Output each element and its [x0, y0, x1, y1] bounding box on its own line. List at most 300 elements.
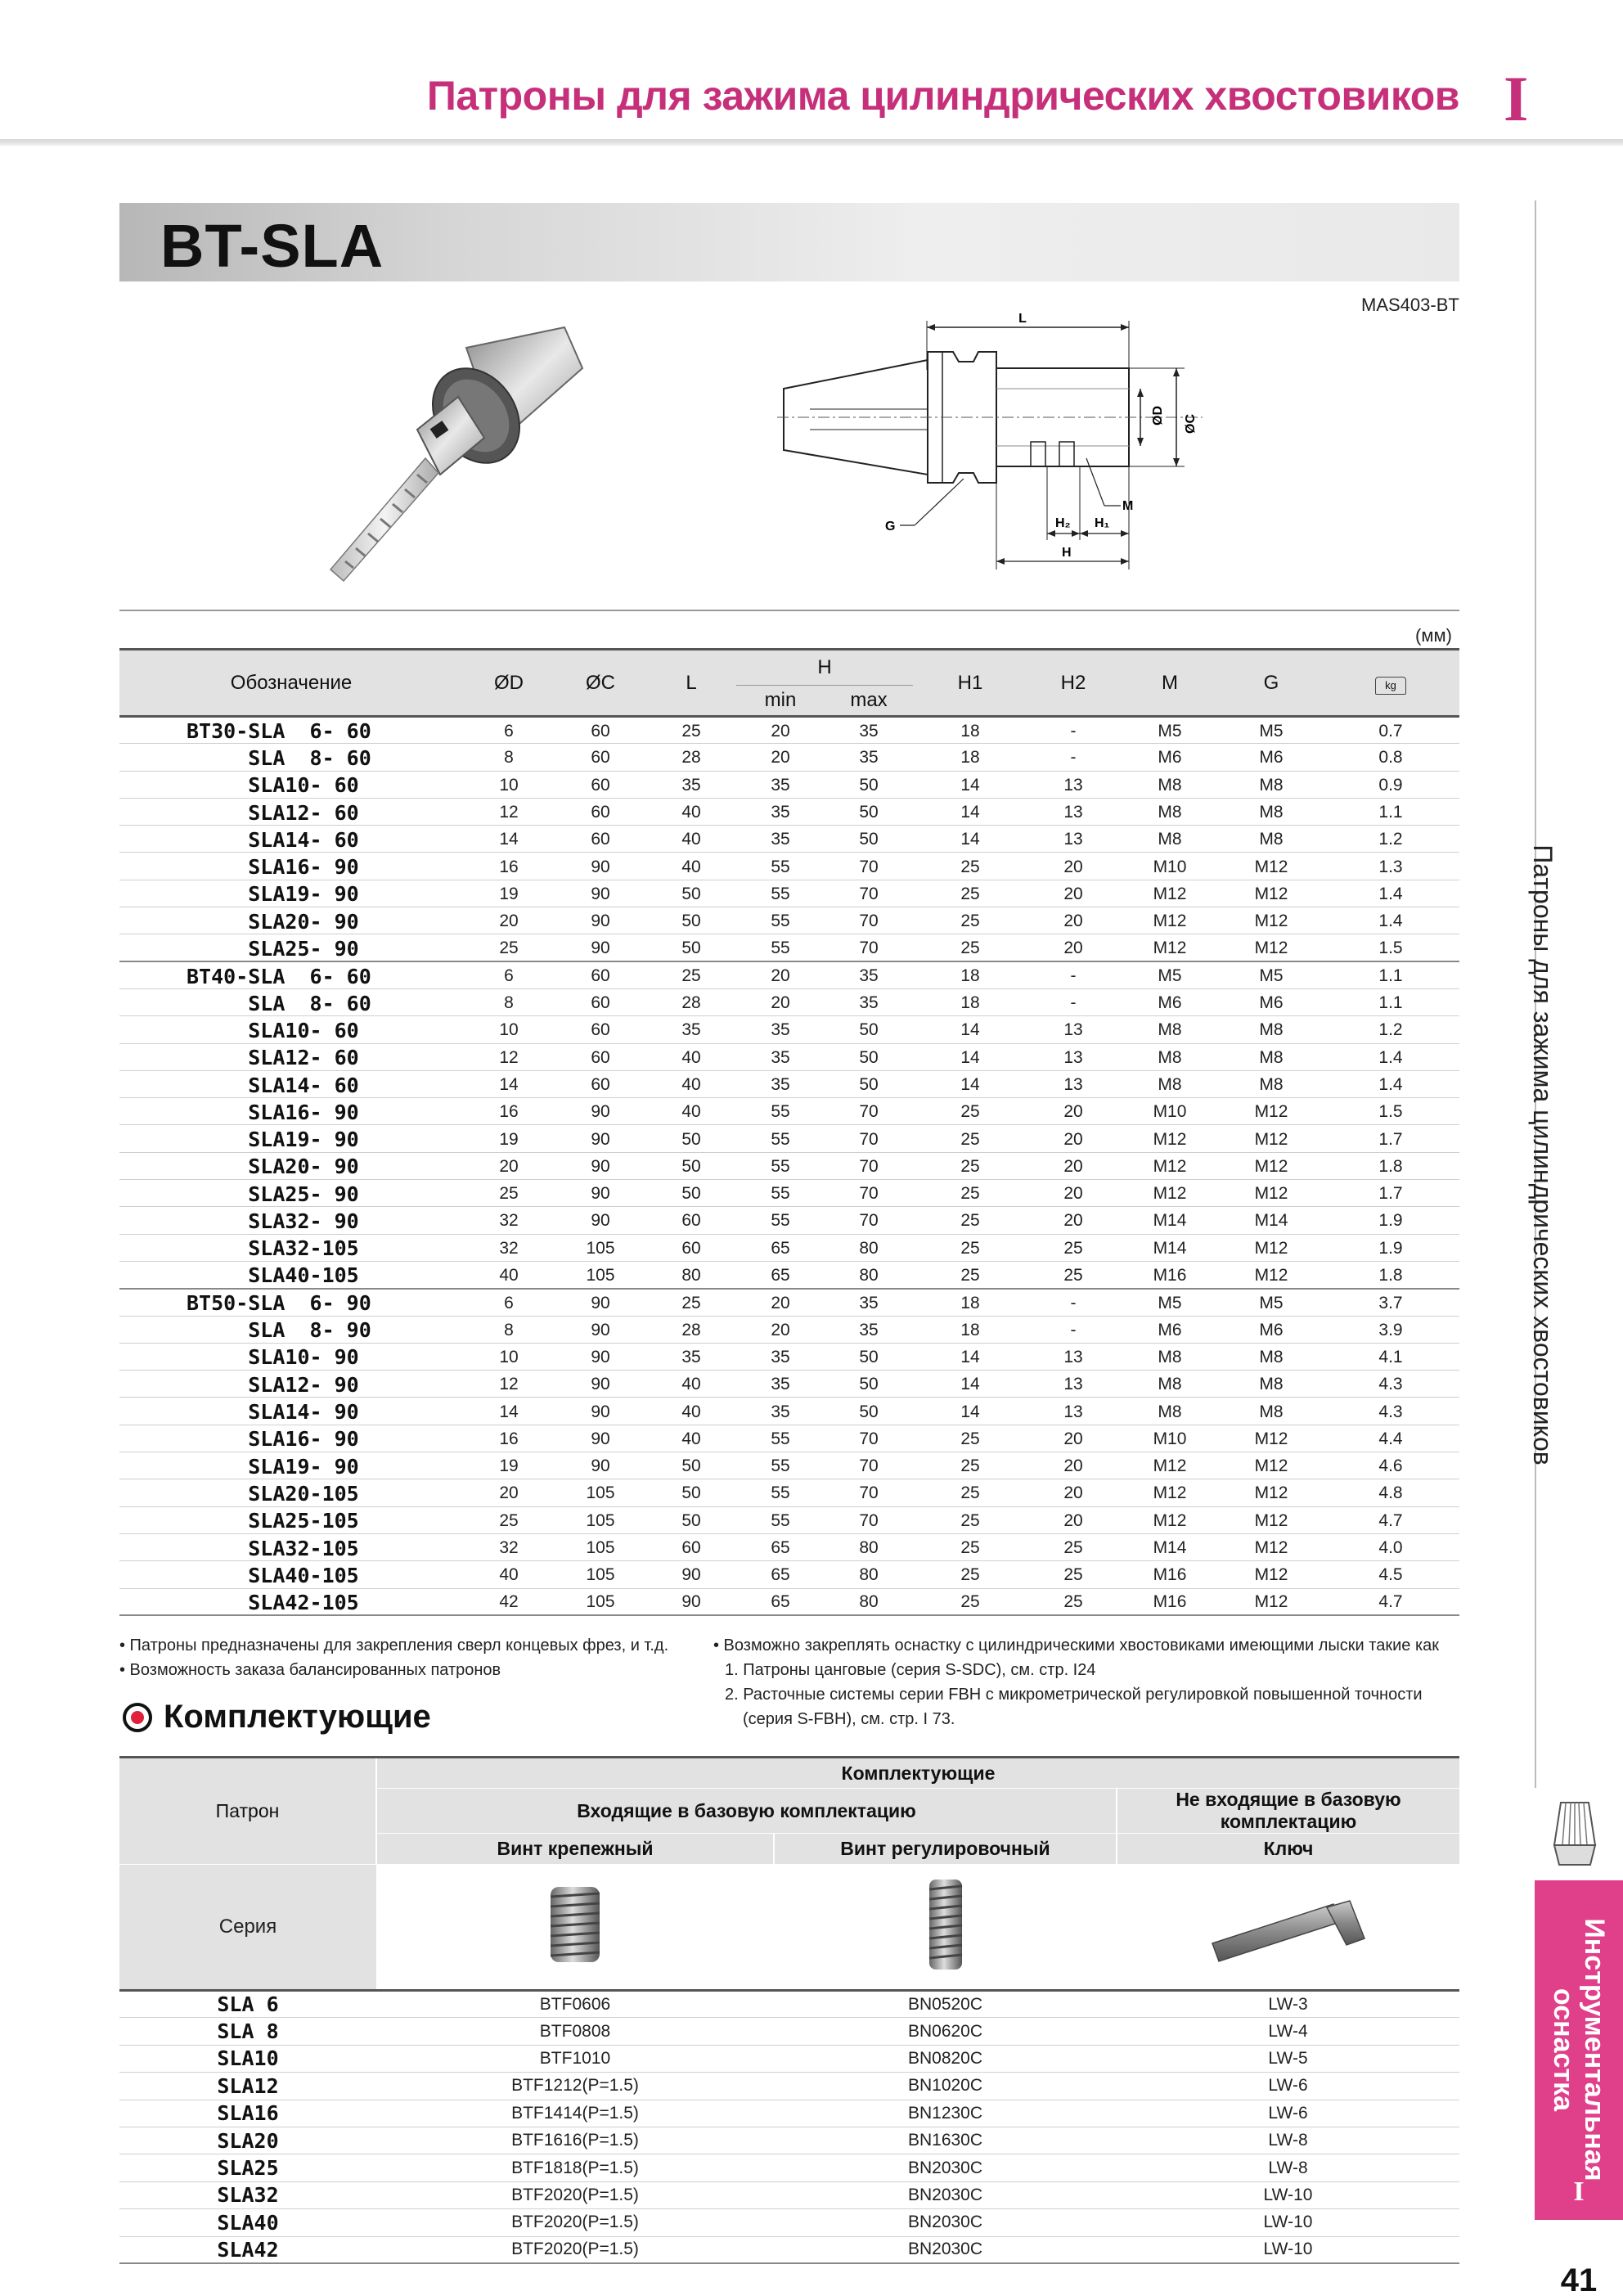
- table-row: [119, 1125, 1459, 1152]
- cell-fix-screw: BTF1818(P=1.5): [376, 2154, 774, 2181]
- cell-h2: 25: [1027, 1234, 1119, 1261]
- cell-code: SLA20-105: [119, 1479, 463, 1506]
- cell-fix-screw: BTF2020(P=1.5): [376, 2181, 774, 2208]
- cell-g: M12: [1221, 1452, 1322, 1479]
- cell-l: 40: [646, 798, 736, 825]
- table-row: [119, 1234, 1459, 1261]
- cell-series: SLA25: [119, 2154, 376, 2181]
- cell-weight: 1.8: [1322, 1152, 1459, 1179]
- cell-m: M12: [1119, 1180, 1221, 1207]
- cell-h1: 25: [913, 1207, 1027, 1234]
- page-number: 41: [1560, 2262, 1598, 2296]
- cell-g: M12: [1221, 1588, 1322, 1615]
- cell-weight: 4.3: [1322, 1398, 1459, 1425]
- cell-d: 19: [463, 1125, 555, 1152]
- cell-series: SLA 6: [119, 1991, 376, 2018]
- cell-adjust-screw: BN2030C: [774, 2236, 1117, 2263]
- cell-h-max: 70: [825, 1152, 913, 1179]
- cell-code: SLA14- 90: [119, 1398, 463, 1425]
- cell-l: 50: [646, 1152, 736, 1179]
- cell-h1: 18: [913, 717, 1027, 744]
- col-h-min: min: [736, 686, 825, 717]
- col-h2: H2: [1027, 650, 1119, 717]
- cell-h-min: 35: [736, 1043, 825, 1070]
- cell-g: M12: [1221, 1125, 1322, 1152]
- cell-h-max: 50: [825, 1070, 913, 1097]
- cell-c: 60: [555, 826, 646, 853]
- table-row: [119, 1398, 1459, 1425]
- cell-h1: 25: [913, 1533, 1027, 1560]
- cell-g: M12: [1221, 1561, 1322, 1588]
- cell-h-max: 35: [825, 961, 913, 988]
- cell-m: M8: [1119, 1070, 1221, 1097]
- cell-h2: 13: [1027, 1043, 1119, 1070]
- cell-d: 8: [463, 744, 555, 771]
- cell-l: 25: [646, 717, 736, 744]
- note-item: • Возможно закреплять оснастку с цилиндрическими хвостовиками имеющими лыски такие как: [713, 1636, 1440, 1654]
- cell-h2: -: [1027, 1289, 1119, 1316]
- cell-m: M10: [1119, 853, 1221, 880]
- spec-table: [119, 648, 1459, 1616]
- cell-c: 60: [555, 771, 646, 798]
- cell-l: 35: [646, 1343, 736, 1370]
- cell-l: 40: [646, 1043, 736, 1070]
- cell-key: LW-6: [1117, 2100, 1459, 2127]
- table-row: [119, 2181, 1459, 2208]
- table-row: [119, 1991, 1459, 2018]
- cell-h2: 20: [1027, 1125, 1119, 1152]
- cell-h2: 13: [1027, 1070, 1119, 1097]
- table-row: [119, 907, 1459, 934]
- cell-g: M6: [1221, 744, 1322, 771]
- cell-fix-screw: BTF2020(P=1.5): [376, 2209, 774, 2236]
- page-title: Патроны для зажима цилиндрических хвостовиков: [426, 73, 1459, 119]
- cell-code: SLA19- 90: [119, 1452, 463, 1479]
- cell-series: SLA20: [119, 2127, 376, 2154]
- table-row: [119, 934, 1459, 961]
- standard-label: MAS403-BT: [1361, 295, 1459, 315]
- cell-code: SLA10- 60: [119, 771, 463, 798]
- cell-c: 60: [555, 744, 646, 771]
- cell-h2: 13: [1027, 1398, 1119, 1425]
- cell-d: 10: [463, 771, 555, 798]
- cell-d: 32: [463, 1533, 555, 1560]
- cell-h-min: 20: [736, 988, 825, 1015]
- cell-d: 8: [463, 1316, 555, 1343]
- cell-c: 60: [555, 1070, 646, 1097]
- table-row: [119, 1561, 1459, 1588]
- cell-m: M12: [1119, 880, 1221, 907]
- cell-g: M5: [1221, 961, 1322, 988]
- cell-d: 32: [463, 1234, 555, 1261]
- cell-d: 10: [463, 1016, 555, 1043]
- sidebar-tab-label: [1548, 1918, 1610, 2181]
- cell-l: 40: [646, 1098, 736, 1125]
- cell-h-max: 80: [825, 1533, 913, 1560]
- cell-h-max: 80: [825, 1588, 913, 1615]
- cell-code: SLA42-105: [119, 1588, 463, 1615]
- cell-h-max: 35: [825, 1316, 913, 1343]
- cell-code: SLA40-105: [119, 1261, 463, 1288]
- cell-code: BT30-SLA 6- 60: [119, 717, 463, 744]
- cell-adjust-screw: BN0820C: [774, 2045, 1117, 2072]
- cell-series: SLA42: [119, 2236, 376, 2263]
- cell-g: M12: [1221, 853, 1322, 880]
- cell-m: M8: [1119, 826, 1221, 853]
- technical-drawing: [777, 311, 1219, 581]
- cell-d: 20: [463, 1479, 555, 1506]
- table-row: [119, 1043, 1459, 1070]
- cell-h-max: 70: [825, 1506, 913, 1533]
- cell-h2: 13: [1027, 798, 1119, 825]
- cell-m: M12: [1119, 907, 1221, 934]
- cell-weight: 4.3: [1322, 1371, 1459, 1398]
- cell-key: LW-10: [1117, 2181, 1459, 2208]
- cell-c: 60: [555, 988, 646, 1015]
- cell-h-max: 70: [825, 1452, 913, 1479]
- cell-h1: 14: [913, 1043, 1027, 1070]
- cell-l: 25: [646, 961, 736, 988]
- cell-c: 105: [555, 1533, 646, 1560]
- cell-weight: 0.9: [1322, 771, 1459, 798]
- cell-h1: 25: [913, 853, 1027, 880]
- cell-weight: 1.9: [1322, 1234, 1459, 1261]
- cell-d: 19: [463, 1452, 555, 1479]
- cell-h-min: 55: [736, 1452, 825, 1479]
- cell-fix-screw: BTF1414(P=1.5): [376, 2100, 774, 2127]
- cell-c: 90: [555, 1207, 646, 1234]
- cell-code: SLA12- 60: [119, 1043, 463, 1070]
- cell-h-min: 65: [736, 1561, 825, 1588]
- col-code: Обозначение: [119, 650, 463, 717]
- cell-m: M8: [1119, 1016, 1221, 1043]
- cell-h-min: 55: [736, 853, 825, 880]
- cell-h1: 18: [913, 1289, 1027, 1316]
- cell-m: M10: [1119, 1098, 1221, 1125]
- cell-h-max: 35: [825, 988, 913, 1015]
- cell-c: 90: [555, 1152, 646, 1179]
- cell-l: 60: [646, 1207, 736, 1234]
- cell-g: M8: [1221, 1043, 1322, 1070]
- adjust-screw-image: [774, 1865, 1117, 1991]
- cell-g: M5: [1221, 1289, 1322, 1316]
- note-item: • Патроны предназначены для закрепления сверл концевых фрез, и т.д.: [119, 1636, 669, 1654]
- cell-m: M8: [1119, 1343, 1221, 1370]
- cell-adjust-screw: BN0520C: [774, 1991, 1117, 2018]
- cell-adjust-screw: BN1630C: [774, 2127, 1117, 2154]
- table-row: [119, 1479, 1459, 1506]
- cell-adjust-screw: BN1020C: [774, 2073, 1117, 2100]
- adjust-screw-icon: [913, 1871, 978, 1978]
- cell-h-min: 55: [736, 907, 825, 934]
- col-chuck: Патрон: [119, 1758, 376, 1865]
- cell-h-max: 70: [825, 1479, 913, 1506]
- dim-label-m: M: [1122, 499, 1134, 513]
- cell-code: SLA40-105: [119, 1561, 463, 1588]
- cell-l: 28: [646, 988, 736, 1015]
- cell-h2: 20: [1027, 1452, 1119, 1479]
- cell-g: M12: [1221, 907, 1322, 934]
- col-not-included: Не входящие в базовую комплектацию: [1117, 1789, 1459, 1834]
- col-m: M: [1119, 650, 1221, 717]
- cell-h-max: 70: [825, 853, 913, 880]
- cell-h1: 25: [913, 1261, 1027, 1288]
- col-h: H: [736, 650, 913, 686]
- cell-weight: 1.1: [1322, 988, 1459, 1015]
- cell-h1: 14: [913, 1016, 1027, 1043]
- cell-c: 105: [555, 1561, 646, 1588]
- series-label: Серия: [119, 1865, 376, 1991]
- cell-c: 90: [555, 1371, 646, 1398]
- cell-c: 90: [555, 880, 646, 907]
- cell-code: SLA25- 90: [119, 1180, 463, 1207]
- cell-g: M12: [1221, 1180, 1322, 1207]
- cell-g: M14: [1221, 1207, 1322, 1234]
- note-item: 2. Расточные системы серии FBH с микрометрической регулировкой повышенной точности: [725, 1686, 1423, 1704]
- cell-c: 90: [555, 1125, 646, 1152]
- cell-m: M5: [1119, 717, 1221, 744]
- cell-h-max: 70: [825, 1125, 913, 1152]
- cell-weight: 1.9: [1322, 1207, 1459, 1234]
- table-row: [119, 2018, 1459, 2045]
- cell-l: 60: [646, 1234, 736, 1261]
- cell-h2: 20: [1027, 1098, 1119, 1125]
- cell-code: BT50-SLA 6- 90: [119, 1289, 463, 1316]
- cell-l: 60: [646, 1533, 736, 1560]
- cell-m: M6: [1119, 988, 1221, 1015]
- cell-h2: 25: [1027, 1261, 1119, 1288]
- cell-h2: 25: [1027, 1588, 1119, 1615]
- cell-d: 32: [463, 1207, 555, 1234]
- cell-g: M12: [1221, 934, 1322, 961]
- cell-d: 12: [463, 798, 555, 825]
- cell-adjust-screw: BN2030C: [774, 2181, 1117, 2208]
- unit-label: (мм): [1415, 625, 1452, 646]
- cell-g: M8: [1221, 771, 1322, 798]
- cell-g: M12: [1221, 1506, 1322, 1533]
- cell-h-min: 35: [736, 798, 825, 825]
- cell-l: 50: [646, 1125, 736, 1152]
- cell-weight: 4.4: [1322, 1425, 1459, 1452]
- table-row: [119, 1425, 1459, 1452]
- cell-h-min: 55: [736, 1207, 825, 1234]
- table-row: [119, 717, 1459, 744]
- cell-d: 40: [463, 1561, 555, 1588]
- dim-label-h1: H₁: [1095, 516, 1110, 530]
- cell-c: 90: [555, 1343, 646, 1370]
- cell-c: 60: [555, 798, 646, 825]
- cell-h2: 20: [1027, 1207, 1119, 1234]
- cell-fix-screw: BTF1010: [376, 2045, 774, 2072]
- cell-c: 105: [555, 1588, 646, 1615]
- cell-adjust-screw: BN1230C: [774, 2100, 1117, 2127]
- cell-g: M8: [1221, 1016, 1322, 1043]
- cell-d: 6: [463, 1289, 555, 1316]
- cell-g: M12: [1221, 1234, 1322, 1261]
- cell-l: 80: [646, 1261, 736, 1288]
- cell-l: 35: [646, 1016, 736, 1043]
- cell-h2: -: [1027, 717, 1119, 744]
- cell-m: M14: [1119, 1234, 1221, 1261]
- cell-m: M10: [1119, 1425, 1221, 1452]
- cell-code: SLA16- 90: [119, 853, 463, 880]
- cell-h1: 25: [913, 1234, 1027, 1261]
- table-row: [119, 1371, 1459, 1398]
- cell-h-min: 55: [736, 1425, 825, 1452]
- table-row: [119, 1316, 1459, 1343]
- cell-g: M8: [1221, 1070, 1322, 1097]
- cell-h1: 14: [913, 1398, 1027, 1425]
- cell-h1: 18: [913, 744, 1027, 771]
- cell-series: SLA12: [119, 2073, 376, 2100]
- cell-l: 40: [646, 1398, 736, 1425]
- cell-weight: 0.7: [1322, 717, 1459, 744]
- cell-weight: 4.6: [1322, 1452, 1459, 1479]
- col-accessories: Комплектующие: [376, 1758, 1459, 1789]
- cell-g: M12: [1221, 1533, 1322, 1560]
- cell-h1: 14: [913, 826, 1027, 853]
- cell-h-min: 35: [736, 1070, 825, 1097]
- col-fix-screw: Винт крепежный: [376, 1834, 774, 1865]
- cell-h1: 25: [913, 1425, 1027, 1452]
- sidebar-tab-mark: I: [1573, 2177, 1585, 2207]
- table-row: [119, 1588, 1459, 1615]
- cell-h-max: 50: [825, 798, 913, 825]
- cell-h-min: 20: [736, 1289, 825, 1316]
- cell-h-min: 65: [736, 1234, 825, 1261]
- cell-code: SLA12- 90: [119, 1371, 463, 1398]
- cell-weight: 4.1: [1322, 1343, 1459, 1370]
- cell-h2: 13: [1027, 771, 1119, 798]
- cell-h-max: 80: [825, 1234, 913, 1261]
- table-row: [119, 988, 1459, 1015]
- dim-label-h2: H₂: [1055, 516, 1071, 530]
- cell-d: 25: [463, 1506, 555, 1533]
- dim-label-d: ØD: [1151, 406, 1165, 425]
- dim-label-l: L: [1018, 312, 1027, 326]
- cell-adjust-screw: BN0620C: [774, 2018, 1117, 2045]
- cell-code: SLA10- 60: [119, 1016, 463, 1043]
- cell-c: 60: [555, 961, 646, 988]
- notes-right: [713, 1633, 1439, 1731]
- cell-d: 8: [463, 988, 555, 1015]
- cell-d: 16: [463, 1425, 555, 1452]
- cell-d: 14: [463, 1398, 555, 1425]
- cell-code: SLA14- 60: [119, 826, 463, 853]
- cell-h-max: 70: [825, 880, 913, 907]
- cell-m: M14: [1119, 1207, 1221, 1234]
- target-bullet-icon: [123, 1703, 152, 1732]
- cell-code: SLA10- 90: [119, 1343, 463, 1370]
- cell-h2: -: [1027, 988, 1119, 1015]
- cell-g: M8: [1221, 1343, 1322, 1370]
- table-row: [119, 1070, 1459, 1097]
- cell-g: M6: [1221, 988, 1322, 1015]
- cell-h-max: 35: [825, 1289, 913, 1316]
- cell-h-max: 50: [825, 1371, 913, 1398]
- dim-label-g: G: [885, 520, 896, 533]
- cell-l: 50: [646, 1479, 736, 1506]
- cell-l: 50: [646, 1506, 736, 1533]
- cell-c: 90: [555, 853, 646, 880]
- col-g: G: [1221, 650, 1322, 717]
- table-row: [119, 1506, 1459, 1533]
- cell-l: 40: [646, 1425, 736, 1452]
- cell-h2: 25: [1027, 1533, 1119, 1560]
- cell-weight: 1.5: [1322, 934, 1459, 961]
- col-included: Входящие в базовую комплектацию: [376, 1789, 1117, 1834]
- cell-code: SLA16- 90: [119, 1425, 463, 1452]
- cell-l: 50: [646, 1452, 736, 1479]
- cell-l: 50: [646, 934, 736, 961]
- cell-h-max: 70: [825, 907, 913, 934]
- cell-l: 50: [646, 1180, 736, 1207]
- spec-table-body: [119, 717, 1459, 1616]
- cell-code: SLA32-105: [119, 1533, 463, 1560]
- cell-code: SLA25- 90: [119, 934, 463, 961]
- col-l: L: [646, 650, 736, 717]
- cell-h1: 14: [913, 1371, 1027, 1398]
- accessories-heading: [123, 1699, 431, 1736]
- cell-d: 16: [463, 1098, 555, 1125]
- cell-h-max: 50: [825, 1016, 913, 1043]
- note-item: • Возможность заказа балансированных патронов: [119, 1661, 501, 1679]
- cell-h1: 25: [913, 1152, 1027, 1179]
- cell-h-min: 55: [736, 1098, 825, 1125]
- cell-d: 6: [463, 961, 555, 988]
- cell-d: 14: [463, 826, 555, 853]
- cell-h-min: 55: [736, 1506, 825, 1533]
- cell-adjust-screw: BN2030C: [774, 2209, 1117, 2236]
- cell-l: 35: [646, 771, 736, 798]
- cell-weight: 1.3: [1322, 853, 1459, 880]
- cell-h1: 25: [913, 934, 1027, 961]
- collet-icon: [1546, 1796, 1603, 1870]
- cell-weight: 1.4: [1322, 907, 1459, 934]
- cell-l: 40: [646, 1070, 736, 1097]
- cell-m: M8: [1119, 1371, 1221, 1398]
- cell-h2: 20: [1027, 1479, 1119, 1506]
- cell-h-max: 70: [825, 1425, 913, 1452]
- table-row: [119, 1289, 1459, 1316]
- cell-code: SLA32-105: [119, 1234, 463, 1261]
- cell-m: M5: [1119, 1289, 1221, 1316]
- col-weight: [1322, 650, 1459, 717]
- cell-h1: 25: [913, 1561, 1027, 1588]
- cell-m: M12: [1119, 1479, 1221, 1506]
- cell-l: 28: [646, 1316, 736, 1343]
- cell-c: 60: [555, 1016, 646, 1043]
- cell-m: M8: [1119, 798, 1221, 825]
- cell-weight: 4.8: [1322, 1479, 1459, 1506]
- cell-fix-screw: BTF1212(P=1.5): [376, 2073, 774, 2100]
- cell-weight: 4.7: [1322, 1588, 1459, 1615]
- cell-h1: 25: [913, 1180, 1027, 1207]
- cell-weight: 4.0: [1322, 1533, 1459, 1560]
- cell-c: 90: [555, 1098, 646, 1125]
- dim-label-c: ØC: [1184, 414, 1198, 434]
- cell-weight: 1.5: [1322, 1098, 1459, 1125]
- cell-h1: 14: [913, 1343, 1027, 1370]
- cell-g: M8: [1221, 826, 1322, 853]
- table-row: [119, 1098, 1459, 1125]
- cell-series: SLA40: [119, 2209, 376, 2236]
- cell-h2: 20: [1027, 934, 1119, 961]
- table-row: [119, 2045, 1459, 2072]
- cell-c: 90: [555, 1425, 646, 1452]
- cell-c: 105: [555, 1479, 646, 1506]
- cell-h-max: 35: [825, 744, 913, 771]
